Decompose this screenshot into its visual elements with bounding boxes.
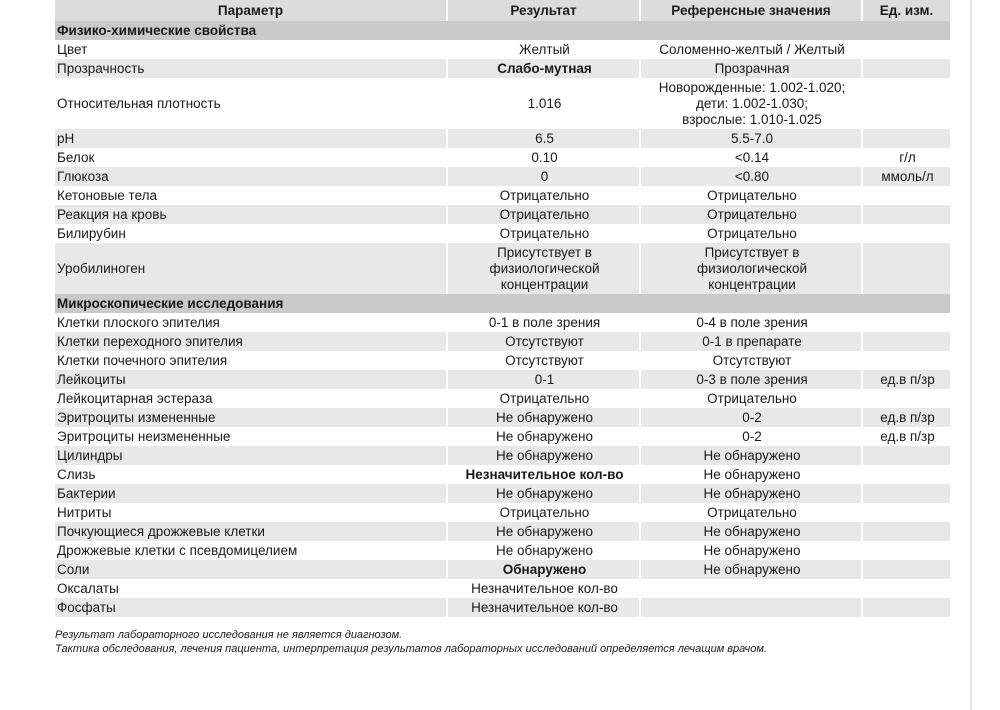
unit-cell [863, 351, 950, 370]
reference-cell: Отрицательно [641, 503, 863, 522]
reference-cell: Новорожденные: 1.002-1.020; дети: 1.002-1.030; взрослые: 1.010-1.025 [641, 78, 863, 129]
table-row [55, 465, 950, 484]
result-cell: Не обнаружено [448, 446, 641, 465]
unit-cell [863, 224, 950, 243]
result-cell: Незначительное кол-во [448, 465, 641, 484]
param-cell: Эритроциты измененные [55, 408, 448, 427]
result-cell: 0-1 [448, 370, 641, 389]
unit-cell [863, 446, 950, 465]
result-cell: Не обнаружено [448, 427, 641, 446]
result-cell: Обнаружено [448, 560, 641, 579]
table-row [55, 332, 950, 351]
header-parameter: Параметр [55, 0, 448, 21]
result-cell: Отрицательно [448, 389, 641, 408]
table-row [55, 408, 950, 427]
table-row [55, 579, 950, 598]
header-result: Результат [448, 0, 641, 21]
param-cell: Фосфаты [55, 598, 448, 617]
table-row [55, 224, 950, 243]
unit-cell: ед.в п/зр [863, 408, 950, 427]
unit-cell [863, 332, 950, 351]
param-cell: Билирубин [55, 224, 448, 243]
section-title: Микроскопические исследования [55, 294, 950, 313]
result-cell: Отрицательно [448, 503, 641, 522]
table-row [55, 148, 950, 167]
reference-cell: 0-3 в поле зрения [641, 370, 863, 389]
param-cell: Уробилиноген [55, 243, 448, 294]
unit-cell [863, 243, 950, 294]
result-cell: Отсутствуют [448, 332, 641, 351]
table-row [55, 370, 950, 389]
unit-cell: ммоль/л [863, 167, 950, 186]
unit-cell [863, 541, 950, 560]
reference-cell: Отрицательно [641, 224, 863, 243]
result-cell: Не обнаружено [448, 522, 641, 541]
table-row [55, 40, 950, 59]
result-cell: Не обнаружено [448, 408, 641, 427]
header-reference: Референсные значения [641, 0, 863, 21]
unit-cell [863, 40, 950, 59]
result-cell: Присутствует в физиологической концентрации [448, 243, 641, 294]
unit-cell [863, 205, 950, 224]
table-row [55, 503, 950, 522]
reference-cell: 5.5-7.0 [641, 129, 863, 148]
unit-cell [863, 389, 950, 408]
section-header-row [55, 294, 950, 313]
reference-cell: 0-2 [641, 427, 863, 446]
table-row [55, 541, 950, 560]
table-row [55, 484, 950, 503]
param-cell: Соли [55, 560, 448, 579]
result-cell: Слабо-мутная [448, 59, 641, 78]
table-row [55, 313, 950, 332]
param-cell: Цвет [55, 40, 448, 59]
reference-cell: Не обнаружено [641, 522, 863, 541]
unit-cell [863, 560, 950, 579]
param-cell: Клетки почечного эпителия [55, 351, 448, 370]
param-cell: Дрожжевые клетки с псевдомицелием [55, 541, 448, 560]
unit-cell [863, 59, 950, 78]
table-row [55, 167, 950, 186]
table-row [55, 446, 950, 465]
param-cell: Почкующиеся дрожжевые клетки [55, 522, 448, 541]
results-table [55, 0, 950, 617]
table-row [55, 427, 950, 446]
results-body [55, 21, 950, 617]
unit-cell [863, 129, 950, 148]
footnote: Результат лабораторного исследования не является диагнозом. [55, 629, 403, 641]
table-row [55, 78, 950, 129]
param-cell: Относительная плотность [55, 78, 448, 129]
reference-cell: Прозрачная [641, 59, 863, 78]
param-cell: Реакция на кровь [55, 205, 448, 224]
reference-cell: Не обнаружено [641, 541, 863, 560]
result-cell: 0.10 [448, 148, 641, 167]
reference-cell: Не обнаружено [641, 484, 863, 503]
result-cell: Незначительное кол-во [448, 598, 641, 617]
table-row [55, 59, 950, 78]
reference-cell [641, 579, 863, 598]
param-cell: Прозрачность [55, 59, 448, 78]
result-cell: Отрицательно [448, 205, 641, 224]
unit-cell [863, 465, 950, 484]
page-edge [970, 0, 972, 710]
param-cell: Глюкоза [55, 167, 448, 186]
reference-cell: Отрицательно [641, 205, 863, 224]
unit-cell [863, 78, 950, 129]
result-cell: 0-1 в поле зрения [448, 313, 641, 332]
result-cell: Не обнаружено [448, 484, 641, 503]
table-row [55, 243, 950, 294]
unit-cell [863, 598, 950, 617]
param-cell: Лейкоциты [55, 370, 448, 389]
footnotes [55, 628, 950, 656]
reference-cell: 0-1 в препарате [641, 332, 863, 351]
reference-cell: Присутствует в физиологической концентрации [641, 243, 863, 294]
param-cell: Эритроциты неизмененные [55, 427, 448, 446]
reference-cell: Соломенно-желтый / Желтый [641, 40, 863, 59]
reference-cell: 0-2 [641, 408, 863, 427]
table-row [55, 522, 950, 541]
reference-cell: Не обнаружено [641, 560, 863, 579]
reference-cell: Отрицательно [641, 389, 863, 408]
result-cell: Отрицательно [448, 224, 641, 243]
param-cell: Кетоновые тела [55, 186, 448, 205]
param-cell: Оксалаты [55, 579, 448, 598]
unit-cell [863, 579, 950, 598]
unit-cell [863, 313, 950, 332]
param-cell: Нитриты [55, 503, 448, 522]
result-cell: 0 [448, 167, 641, 186]
unit-cell: ед.в п/зр [863, 427, 950, 446]
result-cell: Незначительное кол-во [448, 579, 641, 598]
unit-cell: ед.в п/зр [863, 370, 950, 389]
table-row [55, 351, 950, 370]
result-cell: Отсутствуют [448, 351, 641, 370]
result-cell: Отрицательно [448, 186, 641, 205]
result-cell: 6.5 [448, 129, 641, 148]
section-header-row [55, 21, 950, 40]
param-cell: Цилиндры [55, 446, 448, 465]
result-cell: 1.016 [448, 78, 641, 129]
reference-cell [641, 598, 863, 617]
result-cell: Желтый [448, 40, 641, 59]
unit-cell [863, 484, 950, 503]
reference-cell: <0.80 [641, 167, 863, 186]
param-cell: Слизь [55, 465, 448, 484]
param-cell: pH [55, 129, 448, 148]
section-title: Физико-химические свойства [55, 21, 950, 40]
unit-cell [863, 503, 950, 522]
param-cell: Клетки плоского эпителия [55, 313, 448, 332]
reference-cell: Не обнаружено [641, 465, 863, 484]
unit-cell: г/л [863, 148, 950, 167]
unit-cell [863, 186, 950, 205]
table-row [55, 205, 950, 224]
table-row [55, 129, 950, 148]
table-row [55, 598, 950, 617]
unit-cell [863, 522, 950, 541]
param-cell: Клетки переходного эпителия [55, 332, 448, 351]
table-row [55, 389, 950, 408]
table-row [55, 186, 950, 205]
param-cell: Лейкоцитарная эстераза [55, 389, 448, 408]
reference-cell: 0-4 в поле зрения [641, 313, 863, 332]
header-unit: Ед. изм. [863, 0, 950, 21]
param-cell: Белок [55, 148, 448, 167]
reference-cell: <0.14 [641, 148, 863, 167]
header-row [55, 0, 950, 21]
table-row [55, 560, 950, 579]
reference-cell: Отсутствуют [641, 351, 863, 370]
reference-cell: Отрицательно [641, 186, 863, 205]
param-cell: Бактерии [55, 484, 448, 503]
result-cell: Не обнаружено [448, 541, 641, 560]
reference-cell: Не обнаружено [641, 446, 863, 465]
footnote: Тактика обследования, лечения пациента, интерпретация результатов лабораторных исследований определяется лечащим врачом. [55, 643, 767, 655]
lab-report [55, 0, 950, 656]
